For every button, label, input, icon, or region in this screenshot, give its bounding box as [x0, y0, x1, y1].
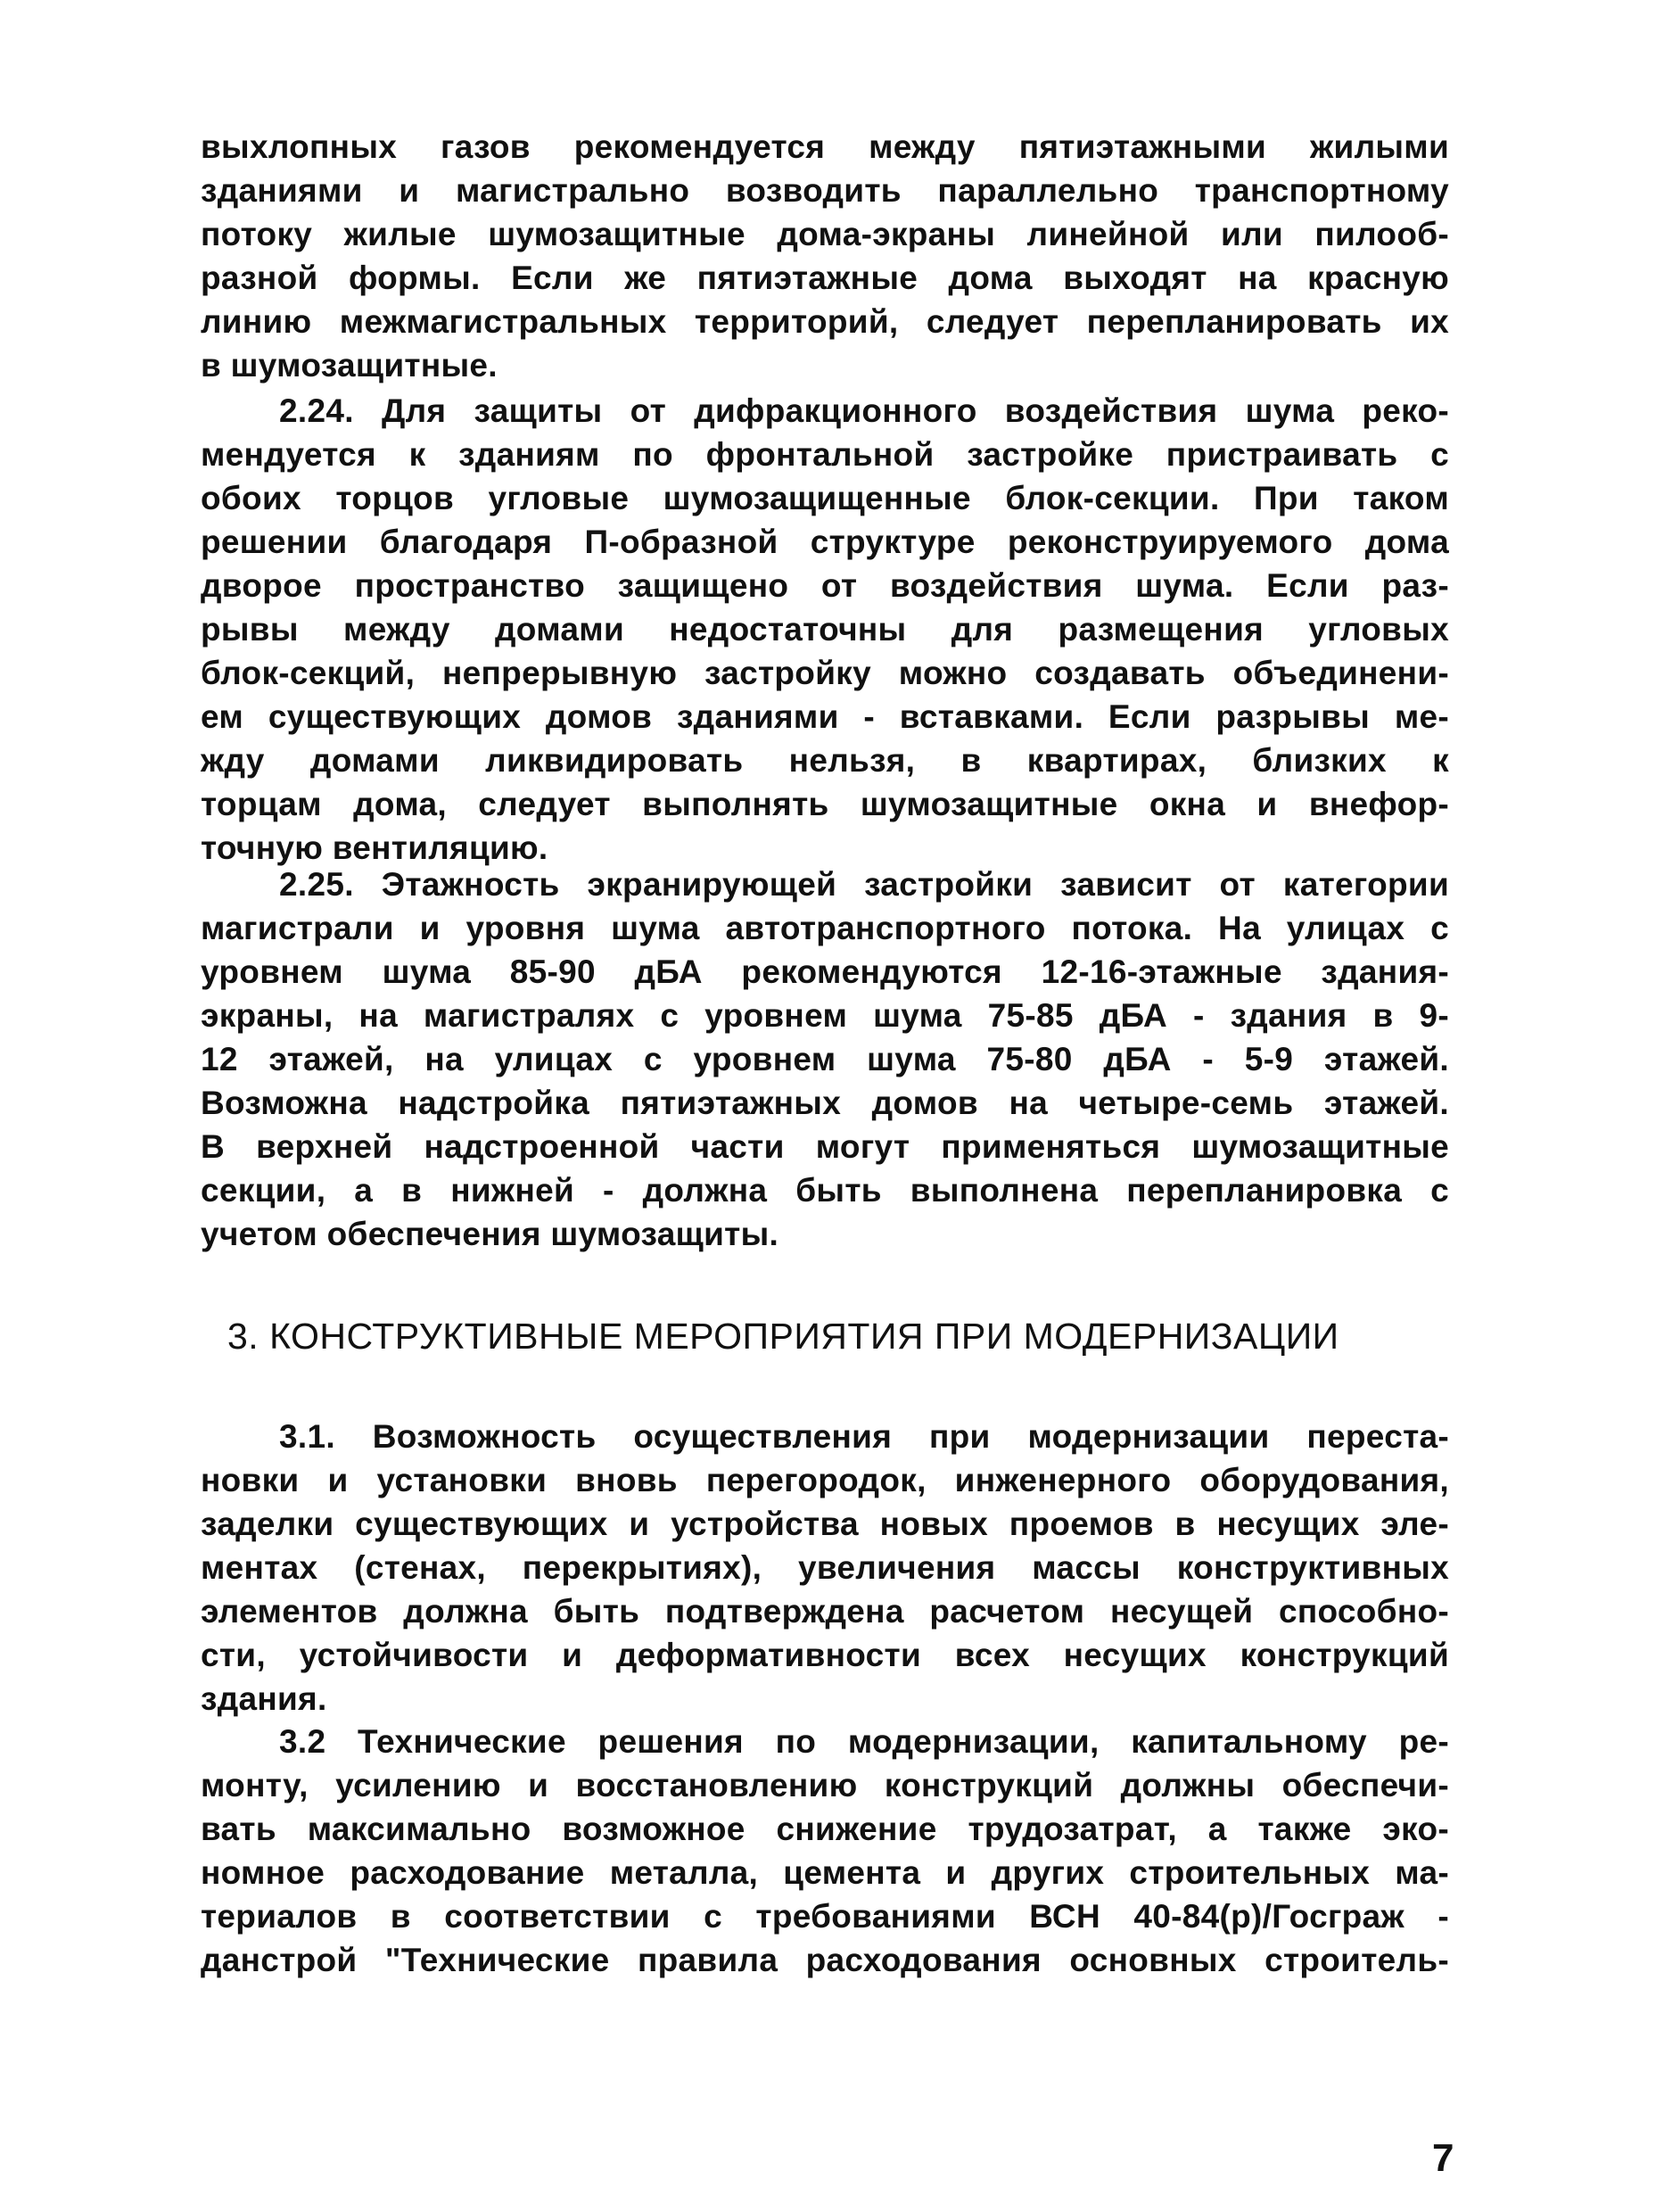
text-line: 2.25. Этажность экранирующей застройки зависит от категории [279, 866, 1449, 903]
text-line: выхлопных газов рекомендуется между пятиэтажными жилыми [201, 128, 1449, 165]
paragraph-continuation [201, 125, 1449, 387]
paragraph-2-24 [201, 389, 1449, 870]
text-line: потоку жилые шумозащитные дома-экраны линейной или пилооб- [201, 216, 1449, 252]
text-line: монту, усилению и восстановлению конструкций должны обеспечи- [201, 1767, 1449, 1803]
text-line: 3.1. Возможность осуществления при модернизации переста- [279, 1418, 1449, 1455]
text-line: экраны, на магистралях с уровнем шума 75-85 дБА - здания в 9- [201, 997, 1449, 1034]
text-line: дворое пространство защищено от воздействия шума. Если раз- [201, 567, 1449, 604]
text-line: териалов в соответствии с требованиями ВСН 40-84(р)/Госграж - [201, 1898, 1449, 1935]
text-line: уровнем шума 85-90 дБА рекомендуются 12-16-этажные здания- [201, 953, 1449, 990]
text-line: вать максимально возможное снижение трудозатрат, а также эко- [201, 1811, 1449, 1847]
text-line: линию межмагистральных территорий, следует перепланировать их [201, 303, 1449, 340]
text-line: здания. [201, 1680, 327, 1717]
section-heading: 3. КОНСТРУКТИВНЫЕ МЕРОПРИЯТИЯ ПРИ МОДЕРНИЗАЦИИ [227, 1316, 1339, 1357]
text-line: данстрой "Технические правила расходования основных строитель- [201, 1942, 1449, 1978]
text-line: номное расходование металла, цемента и других строительных ма- [201, 1854, 1449, 1891]
text-line: элементов должна быть подтверждена расчетом несущей способно- [201, 1593, 1449, 1630]
text-line: жду домами ликвидировать нельзя, в квартирах, близких к [201, 742, 1449, 779]
paragraph-3-1 [201, 1415, 1449, 1721]
text-line: решении благодаря П-образной структуре реконструируемого дома [201, 524, 1449, 560]
text-line: новки и установки вновь перегородок, инженерного оборудования, [201, 1462, 1449, 1498]
text-line: зданиями и магистрально возводить параллельно транспортному [201, 172, 1449, 209]
text-line: обоих торцов угловые шумозащищенные блок-секции. При таком [201, 480, 1449, 516]
paragraph-2-25 [201, 863, 1449, 1256]
page-number: 7 [1432, 2136, 1454, 2180]
text-line: в шумозащитные. [201, 347, 498, 384]
text-line: учетом обеспечения шумозащиты. [201, 1216, 779, 1252]
text-line: разной формы. Если же пятиэтажные дома выходят на красную [201, 260, 1449, 296]
text-line: Возможна надстройка пятиэтажных домов на четыре-семь этажей. [201, 1085, 1449, 1121]
text-line: точную вентиляцию. [201, 830, 548, 866]
text-line: блок-секций, непрерывную застройку можно создавать объединени- [201, 655, 1449, 691]
text-line: сти, устойчивости и деформативности всех несущих конструкций [201, 1637, 1449, 1673]
text-line: ментах (стенах, перекрытиях), увеличения массы конструктивных [201, 1549, 1449, 1586]
text-line: мендуется к зданиям по фронтальной застройке пристраивать с [201, 436, 1449, 473]
text-line: 2.24. Для защиты от дифракционного воздействия шума реко- [279, 392, 1449, 429]
text-line: 3.2 Технические решения по модернизации, капитальному ре- [279, 1723, 1449, 1760]
text-line: рывы между домами недостаточны для размещения угловых [201, 611, 1449, 648]
text-line: секции, а в нижней - должна быть выполнена перепланировка с [201, 1172, 1449, 1209]
text-line: В верхней надстроенной части могут применяться шумозащитные [201, 1128, 1449, 1165]
paragraph-3-2 [201, 1720, 1449, 1982]
text-line: торцам дома, следует выполнять шумозащитные окна и внефор- [201, 786, 1449, 822]
text-line: заделки существующих и устройства новых проемов в несущих эле- [201, 1506, 1449, 1542]
text-line: магистрали и уровня шума автотранспортного потока. На улицах с [201, 910, 1449, 946]
text-line: ем существующих домов зданиями - вставками. Если разрывы ме- [201, 698, 1449, 735]
text-line: 12 этажей, на улицах с уровнем шума 75-80 дБА - 5-9 этажей. [201, 1041, 1449, 1077]
